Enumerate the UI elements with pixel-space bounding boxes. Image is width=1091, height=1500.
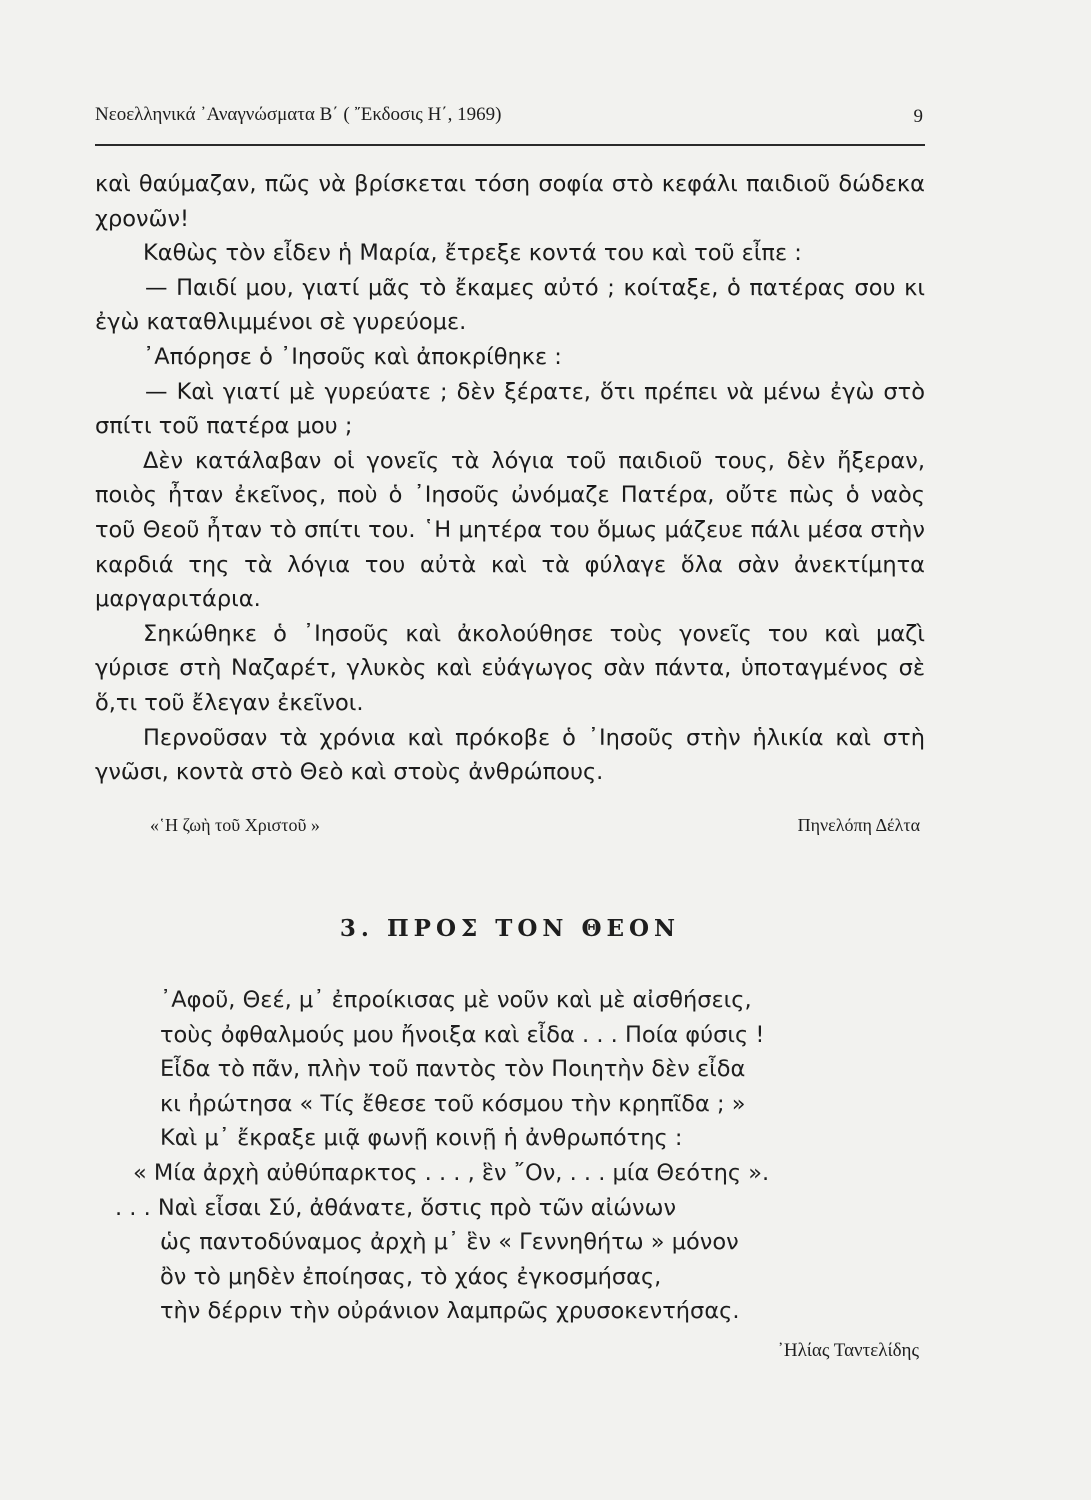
source-author: Πηνελόπη Δέλτα (797, 815, 920, 835)
paragraph: Καθὼς τὸν εἶδεν ἡ Μαρία, ἔτρεξε κοντά του καὶ τοῦ εἶπε : (143, 240, 802, 267)
poem-line: ὡς παντοδύναμος ἀρχὴ μ᾿ ἓν « Γεννηθήτω » μόνον (160, 1229, 739, 1256)
poem-line: τοὺς ὀφθαλμούς μου ἤνοιξα καὶ εἶδα . . . Ποία φύσις ! (160, 1021, 765, 1048)
paragraph: Δὲν κατάλαβαν οἱ γονεῖς τὰ λόγια τοῦ παιδιοῦ τους, δὲν ἤξεραν, ποιὸς ἦταν ἐκεῖνος, ποὺ ὁ ᾿Ιησοῦς ὠνόμαζε Πατέρα, οὔτε πὼς ὁ ναὸς τοῦ Θεοῦ ἦταν τὸ σπίτι του. ῾Η μητέρα του ὅμως μάζευε πάλι μέσα στὴν καρδιά της τὰ λόγια του αὐτὰ καὶ τὰ φύλαγε ὅλα σὰν ἀνεκτίμητα μαργαριτάρια. (95, 447, 925, 613)
book-title: Νεοελληνικά ᾿Αναγνώσματα Β΄ ( ῎Εκδοσις Η΄, 1969) (95, 104, 502, 125)
poem-author: ᾿Ηλίας Ταντελίδης (777, 1340, 919, 1361)
page-number: 9 (913, 106, 923, 127)
dialogue-paragraph: — Καὶ γιατί μὲ γυρεύατε ; δὲν ξέρατε, ὅτι πρέπει νὰ μένω ἐγὼ στὸ σπίτι τοῦ πατέρα μου ; (95, 378, 925, 440)
page-header (95, 100, 925, 146)
poem-line: . . . Ναὶ εἶσαι Σύ, ἀθάνατε, ὅστις πρὸ τῶν αἰώνων (115, 1194, 677, 1221)
paragraph: Σηκώθηκε ὁ ᾿Ιησοῦς καὶ ἀκολούθησε τοὺς γονεῖς του καὶ μαζὶ γύρισε στὴ Ναζαρέτ, γλυκὸς καὶ εὐάγωγος σὰν πάντα, ὑποταγμένος σὲ ὅ,τι τοῦ ἔλεγαν ἐκεῖνοι. (95, 620, 925, 716)
paragraph: Περνοῦσαν τὰ χρόνια καὶ πρόκοβε ὁ ᾿Ιησοῦς στὴν ἡλικία καὶ στὴ γνῶσι, κοντὰ στὸ Θεὸ καὶ στοὺς ἀνθρώπους. (95, 724, 925, 786)
poem-line: « Μία ἀρχὴ αὐθύπαρκτος . . . , ἓν ῎Ον, . . . μία Θεότης ». (133, 1160, 770, 1186)
poem-line: Εἶδα τὸ πᾶν, πλὴν τοῦ παντὸς τὸν Ποιητὴν δὲν εἶδα (160, 1056, 746, 1083)
paragraph: ᾿Απόρησε ὁ ᾿Ιησοῦς καὶ ἀποκρίθηκε : (143, 343, 562, 370)
poem-line: ὂν τὸ μηδὲν ἐποίησας, τὸ χάος ἐγκοσμήσας, (160, 1263, 662, 1290)
poem-line: κι ἠρώτησα « Τίς ἔθεσε τοῦ κόσμου τὴν κρηπῖδα ; » (160, 1090, 746, 1117)
prose-text (95, 167, 925, 790)
poem-line: Καὶ μ᾿ ἔκραξε μιᾷ φωνῇ κοινῇ ἡ ἀνθρωπότης : (160, 1125, 683, 1152)
poem-line: τὴν δέρριν τὴν οὐράνιον λαμπρῶς χρυσοκεντήσας. (160, 1298, 740, 1325)
dialogue-paragraph: — Παιδί μου, γιατί μᾶς τὸ ἔκαμες αὐτό ; κοίταξε, ὁ πατέρας σου κι ἐγὼ καταθλιμμένοι σὲ γυρεύομε. (95, 274, 925, 336)
paragraph: καὶ θαύμαζαν, πῶς νὰ βρίσκεται τόση σοφία στὸ κεφάλι παιδιοῦ δώδεκα χρονῶν! (95, 171, 925, 232)
poem-title: 3. ΠΡΟΣ ΤΟΝ ΘΕΟΝ (339, 915, 681, 942)
poem-line: ᾿Αφοῦ, Θεέ, μ᾿ ἐπροίκισας μὲ νοῦν καὶ μὲ αἰσθήσεις, (160, 987, 752, 1013)
source-title: «῾Η ζωὴ τοῦ Χριστοῦ » (150, 815, 320, 835)
